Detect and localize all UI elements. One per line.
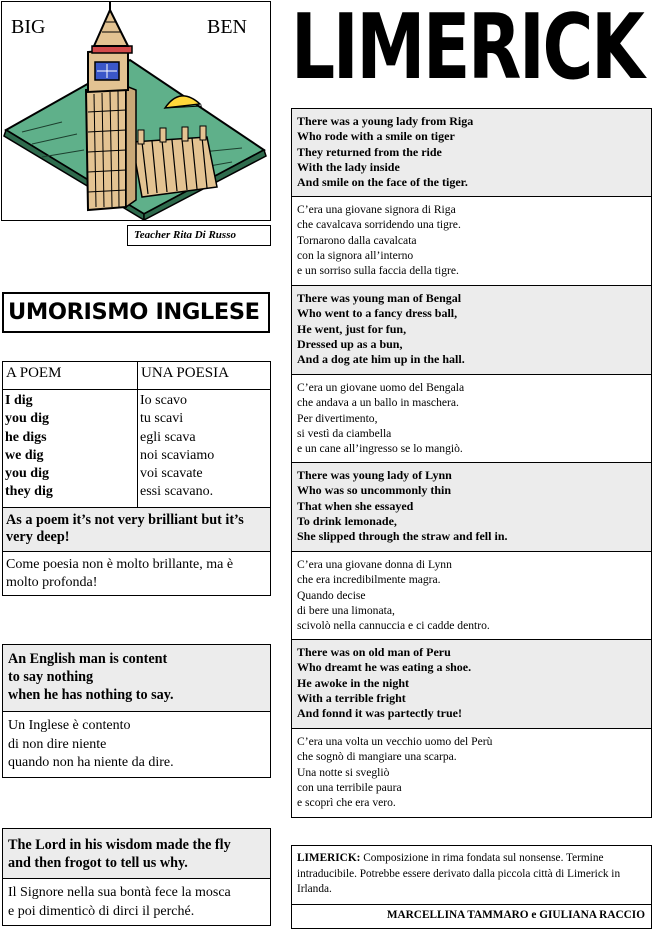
limerick-line: Dressed up as a bun,	[297, 336, 403, 351]
limerick-line: C’era una volta un vecchio uomo del Perù	[297, 735, 493, 748]
saying-line: when he has nothing to say.	[8, 687, 174, 703]
limerick-line: e un sorriso sulla faccia della tigre.	[297, 264, 459, 278]
saying-line: An English man is content	[8, 651, 168, 667]
limerick-it	[292, 729, 651, 817]
limerick-line: con una terribile paura	[297, 780, 402, 794]
saying-line: The Lord in his wisdom made the fly	[8, 837, 231, 853]
limerick-line: che era incredibilmente magra.	[297, 573, 441, 587]
english-man-en	[3, 645, 270, 712]
poem-line-it: egli scava	[140, 429, 196, 445]
poem-comment-it: Come poesia non è molto brillante, ma è molto profonda!	[6, 557, 234, 590]
limerick-line: C’era una giovane donna di Lynn	[297, 558, 452, 571]
limerick-list	[291, 108, 652, 818]
limerick-line: con la signora all’interno	[297, 248, 414, 262]
limerick-it	[292, 375, 651, 463]
limerick-line: Per divertimento,	[297, 411, 378, 425]
poem-line-en: I dig	[5, 393, 33, 408]
saying-line: and then frogot to tell us why.	[8, 855, 188, 871]
limerick-definition-box	[291, 845, 652, 929]
limerick-line: With a terrible fright	[297, 690, 406, 705]
poem-row	[3, 448, 270, 466]
limerick-line: Quando decise	[297, 588, 366, 602]
saying-line: Un Inglese è contento	[8, 718, 131, 733]
limerick-line: si vestì da ciambella	[297, 426, 392, 440]
limerick-line: scivolò nella cannuccia e ci cadde dentro.	[297, 619, 490, 633]
poem-comment-en: As a poem it’s not very brilliant but it’s very deep!	[3, 507, 270, 552]
saying-line: quando non ha niente da dire.	[8, 755, 174, 770]
poem-row	[3, 393, 270, 411]
poem-row	[3, 484, 270, 502]
limerick-line: e scoprì che era vero.	[297, 796, 396, 810]
big-label: BIG	[11, 16, 46, 38]
limerick-line: che cavalcava sorridendo una tigre.	[297, 218, 461, 232]
limerick-line: He went, just for fun,	[297, 321, 407, 336]
poem-row	[3, 466, 270, 484]
poem-line-it: Io scavo	[140, 393, 188, 408]
limerick-line: e un cane all’ingresso se lo mangiò.	[297, 442, 463, 456]
poem-row	[3, 430, 270, 448]
limerick-line: With the lady inside	[297, 159, 400, 174]
lord-it	[3, 879, 270, 926]
saying-line: di non dire niente	[8, 736, 107, 752]
limerick-line: And smile on the face of the tiger.	[297, 175, 468, 190]
poem-lines	[3, 393, 270, 503]
limerick-en	[292, 463, 651, 552]
limerick-line: Who rode with a smile on tiger	[297, 129, 455, 144]
limerick-line: There was a young lady from Riga	[297, 114, 474, 128]
authors: MARCELLINA TAMMARO e GIULIANA RACCIO	[292, 904, 651, 928]
poem-header-en: A POEM	[6, 365, 62, 381]
poem-line-it: tu scavi	[140, 411, 184, 427]
poem-line-it: voi scavate	[140, 466, 203, 482]
poem-line-it: essi scavano.	[140, 484, 214, 500]
big-ben-illustration	[1, 1, 271, 221]
definition-text	[292, 846, 651, 905]
limerick-line: And a dog ate him up in the hall.	[297, 352, 465, 367]
poem-line-en: you dig	[5, 466, 49, 482]
poem-line-en: they dig	[5, 484, 53, 500]
limerick-line: To drink lemonade,	[297, 513, 397, 528]
limerick-line: He awoke in the night	[297, 675, 410, 690]
limerick-line: Who went to a fancy dress ball,	[297, 306, 458, 321]
english-man-box	[2, 644, 271, 778]
poem-line-en: we dig	[5, 447, 44, 463]
ben-label: BEN	[207, 16, 247, 38]
poem-row	[3, 411, 270, 429]
limerick-line: C’era una giovane signora di Riga	[297, 203, 456, 216]
limerick-en	[292, 640, 651, 729]
poem-header-it: UNA POESIA	[141, 365, 229, 381]
definition-body: Composizione in rima fondata sul nonsense. Termine intraducibile. Potrebbe essere derivato dalla piccola città di Limerick in Irlanda.	[297, 852, 621, 895]
saying-line: e poi dimenticò di dirci il perché.	[8, 903, 195, 919]
limerick-line: che sognò di mangiare una scarpa.	[297, 750, 457, 764]
limerick-en	[292, 286, 651, 375]
limerick-it	[292, 552, 651, 640]
limerick-line: There was on old man of Peru	[297, 645, 451, 659]
poem-line-en: you dig	[5, 411, 49, 427]
limerick-line: che andava a un ballo in maschera.	[297, 396, 459, 410]
limerick-line: C’era un giovane uomo del Bengala	[297, 381, 465, 394]
limerick-line: Who was so uncommonly thin	[297, 483, 452, 498]
limerick-line: Tornarono dalla cavalcata	[297, 233, 417, 247]
limerick-en	[292, 109, 651, 197]
poem-line-en: he digs	[5, 429, 47, 445]
limerick-line: There was young man of Bengal	[297, 291, 462, 305]
lord-en	[3, 829, 270, 879]
teacher-credit: Teacher Rita Di Russo	[127, 225, 271, 246]
english-man-it	[3, 712, 270, 778]
saying-line: Il Signore nella sua bontà fece la mosca	[8, 885, 231, 900]
limerick-line: Una notte si svegliò	[297, 765, 390, 779]
lord-box	[2, 828, 271, 926]
umorismo-title: UMORISMO INGLESE	[2, 292, 270, 333]
limerick-title: LIMERICK	[291, 0, 643, 100]
poem-table	[2, 361, 271, 596]
tower-spire	[94, 10, 128, 46]
limerick-line: She slipped through the straw and fell in.	[297, 529, 508, 544]
limerick-line: di bere una limonata,	[297, 603, 395, 617]
limerick-line: That when she essayed	[297, 498, 414, 513]
saying-line: to say nothing	[8, 669, 94, 685]
limerick-line: And fonnd it was partectly true!	[297, 706, 462, 721]
definition-term: LIMERICK:	[297, 852, 361, 864]
limerick-it	[292, 197, 651, 286]
limerick-line: They returned from the ride	[297, 144, 442, 159]
poem-line-it: noi scaviamo	[140, 447, 215, 463]
limerick-line: There was young lady of Lynn	[297, 468, 452, 482]
limerick-line: Who dreamt he was eating a shoe.	[297, 660, 472, 675]
